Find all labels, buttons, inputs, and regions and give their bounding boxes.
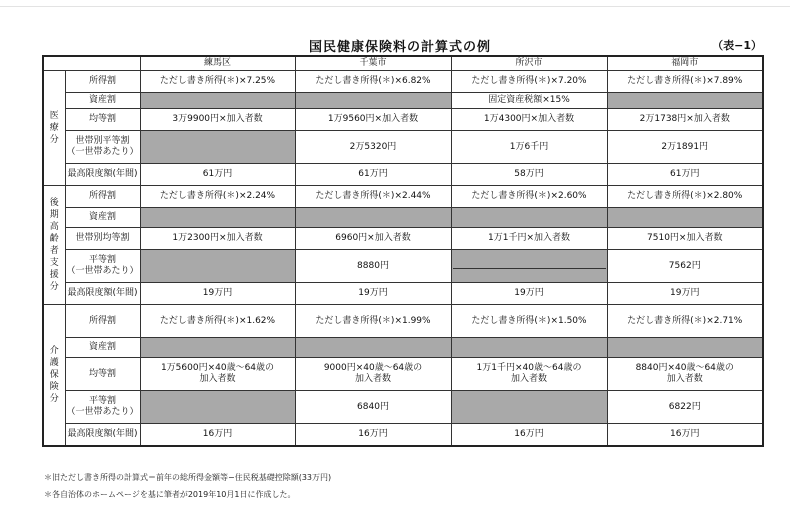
col-header-chiba: 千葉市 <box>295 56 451 71</box>
table-cell: 1万2300円×加入者数 <box>140 228 295 250</box>
table-cell: ただし書き所得(＊)×6.82% <box>295 71 451 93</box>
shaded-cell <box>140 338 295 358</box>
table-row <box>43 391 763 424</box>
table-row <box>43 131 763 164</box>
shaded-cell <box>140 131 295 164</box>
row-label: 所得割 <box>65 71 140 93</box>
table-cell: 19万円 <box>295 283 451 305</box>
table-cell: 2万1891円 <box>607 131 763 164</box>
table-row <box>43 283 763 305</box>
section-care-insurance: 介護保険分 <box>43 305 65 447</box>
table-cell: ただし書き所得(＊)×2.80% <box>607 186 763 208</box>
row-label: 資産割 <box>65 208 140 228</box>
table-cell: 58万円 <box>451 164 607 186</box>
row-label: 最高限度額(年間) <box>65 424 140 447</box>
table-row <box>43 250 763 283</box>
table-cell: 7510円×加入者数 <box>607 228 763 250</box>
table-cell: 19万円 <box>140 283 295 305</box>
table-cell: ただし書き所得(＊)×2.24% <box>140 186 295 208</box>
table-row <box>43 164 763 186</box>
table-row <box>43 71 763 93</box>
table-cell: 1万1千円×加入者数 <box>451 228 607 250</box>
row-label: 世帯別均等割 <box>65 228 140 250</box>
table-row <box>43 208 763 228</box>
shaded-cell <box>607 338 763 358</box>
shaded-cell <box>295 208 451 228</box>
table-number: （表−1） <box>712 39 762 52</box>
table-cell: 1万4300円×加入者数 <box>451 109 607 131</box>
premium-formula-table <box>42 55 764 447</box>
row-label <box>65 250 140 283</box>
shaded-cell <box>140 208 295 228</box>
shaded-cell <box>295 338 451 358</box>
top-border-line <box>0 6 790 7</box>
header-empty-cell <box>43 56 140 71</box>
table-row <box>43 186 763 208</box>
table-cell: 6960円×加入者数 <box>295 228 451 250</box>
table-cell: 3万9900円×加入者数 <box>140 109 295 131</box>
table-cell: 8840円×40歳〜64歳の 加入者数 <box>607 358 763 391</box>
table-cell: 1万9560円×加入者数 <box>295 109 451 131</box>
row-label: 資産割 <box>65 338 140 358</box>
shaded-cell <box>607 93 763 109</box>
col-header-fukuoka: 福岡市 <box>607 56 763 71</box>
shaded-cell-split <box>451 250 607 283</box>
row-label <box>65 391 140 424</box>
col-header-tokorozawa: 所沢市 <box>451 56 607 71</box>
table-cell: 2万5320円 <box>295 131 451 164</box>
table-cell: ただし書き所得(＊)×1.62% <box>140 305 295 338</box>
table-row <box>43 305 763 338</box>
table-cell: 固定資産税額×15% <box>451 93 607 109</box>
table-cell: ただし書き所得(＊)×1.99% <box>295 305 451 338</box>
table-row <box>43 228 763 250</box>
row-label-line1: 世帯別平等割 <box>75 136 130 146</box>
table-row <box>43 338 763 358</box>
shaded-cell <box>607 208 763 228</box>
table-cell: 19万円 <box>451 283 607 305</box>
shaded-cell <box>140 250 295 283</box>
table-cell: 9000円×40歳〜64歳の 加入者数 <box>295 358 451 391</box>
table-row <box>43 358 763 391</box>
table-row <box>43 109 763 131</box>
row-label: 所得割 <box>65 305 140 338</box>
table-cell: 16万円 <box>295 424 451 447</box>
table-cell: 16万円 <box>140 424 295 447</box>
row-label: 均等割 <box>65 109 140 131</box>
table-cell: 16万円 <box>451 424 607 447</box>
table-cell: ただし書き所得(＊)×7.20% <box>451 71 607 93</box>
table-cell: ただし書き所得(＊)×2.44% <box>295 186 451 208</box>
col-header-nerima: 練馬区 <box>140 56 295 71</box>
table-cell: ただし書き所得(＊)×7.25% <box>140 71 295 93</box>
table-row <box>43 93 763 109</box>
table-row <box>43 424 763 447</box>
shaded-cell <box>295 93 451 109</box>
table-cell: ただし書き所得(＊)×1.50% <box>451 305 607 338</box>
shaded-cell <box>451 391 607 424</box>
table-cell: ただし書き所得(＊)×7.89% <box>607 71 763 93</box>
shaded-cell <box>140 93 295 109</box>
row-label-line2: （一世帯あたり） <box>66 147 139 157</box>
row-label-line1: 平等割 <box>88 255 116 265</box>
row-label-line2: （一世帯あたり） <box>66 266 139 276</box>
table-cell: 1万5600円×40歳〜64歳の 加入者数 <box>140 358 295 391</box>
table-cell: 1万6千円 <box>451 131 607 164</box>
table-cell: ただし書き所得(＊)×2.60% <box>451 186 607 208</box>
table-cell: 61万円 <box>295 164 451 186</box>
table-cell: 6822円 <box>607 391 763 424</box>
row-label: 均等割 <box>65 358 140 391</box>
table-cell: 6840円 <box>295 391 451 424</box>
document-title: 国民健康保険料の計算式の例 <box>308 40 491 55</box>
row-label: 最高限度額(年間) <box>65 283 140 305</box>
row-label <box>65 131 140 164</box>
footnote-calc-formula: ＊旧ただし書き所得の計算式＝前年の総所得金額等−住民税基礎控除額(33万円) <box>44 473 332 482</box>
row-label-line2: （一世帯あたり） <box>66 407 139 417</box>
table-cell: 61万円 <box>607 164 763 186</box>
row-label: 最高限度額(年間) <box>65 164 140 186</box>
table-cell: 2万1738円×加入者数 <box>607 109 763 131</box>
table-cell: ただし書き所得(＊)×2.71% <box>607 305 763 338</box>
header-row <box>43 56 763 71</box>
table-cell: 7562円 <box>607 250 763 283</box>
table-cell: 16万円 <box>607 424 763 447</box>
footnote-source: ＊各自治体のホームページを基に筆者が2019年10月1日に作成した。 <box>44 490 296 499</box>
section-elderly-support: 後期高齢者支援分 <box>43 186 65 305</box>
row-label-line1: 平等割 <box>88 396 116 406</box>
shaded-cell <box>140 391 295 424</box>
row-label: 資産割 <box>65 93 140 109</box>
shaded-cell <box>451 208 607 228</box>
shaded-cell <box>451 338 607 358</box>
table-cell: 61万円 <box>140 164 295 186</box>
section-medical: 医療分 <box>43 71 65 186</box>
row-label: 所得割 <box>65 186 140 208</box>
table-cell: 1万1千円×40歳〜64歳の 加入者数 <box>451 358 607 391</box>
table-cell: 19万円 <box>607 283 763 305</box>
table-cell: 8880円 <box>295 250 451 283</box>
